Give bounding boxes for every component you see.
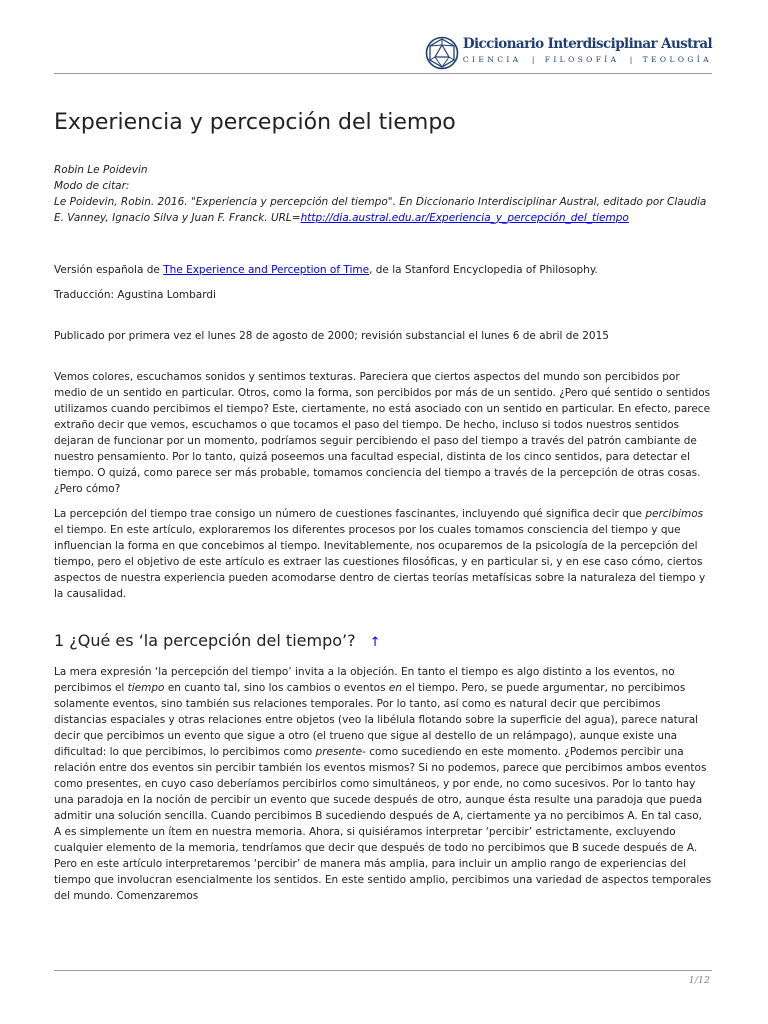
- text-segment: el tiempo. Pero, se puede argumentar, no percibimos solamente eventos, sino también sus relaciones temporales. Por lo tanto, así como es natural decir que percibimos distancias espaciales y otras relaciones entre objetos (veo la libélula flotando sobre la superficie del agua), parece natural decir que percibimos un evento que sigue a otro (el trueno que sigue al destello de un relámpago), aunque existe una dificultad: lo que percibimos, lo percibimos como: [54, 682, 699, 758]
- logo-sub-teologia: TEOLOGÍA: [642, 55, 712, 64]
- section-1-paragraph: [54, 664, 712, 904]
- header-divider: [54, 73, 712, 74]
- version-suffix: , de la Stanford Encyclopedia of Philosophy.: [369, 264, 598, 276]
- logo-sub-separator: |: [629, 55, 633, 64]
- emphasis: presente: [315, 746, 363, 758]
- logo-text: [463, 36, 712, 66]
- text-segment: - como sucediendo en este momento. ¿Podemos percibir una relación entre dos eventos sin percibir también los eventos mismos? Si no podemos, parece que percibimos ambos eventos como presentes, en cuyo caso deberíamos percibirlos como simultáneos, y por ende, no como sucesivos. Por lo tanto hay una paradoja en la noción de percibir un evento que sucede después de otro, aunque ésta resulte una paradoja que pueda admitir una solución sencilla. Cuando percibimos B sucediendo después de A, ciertamente ya no percibimos A. En tal caso, A es simplemente un ítem en nuestra memoria. Ahora, si quisiéramos interpretar ‘percibir’ estrictamente, excluyendo cualquier elemento de la memoria, tendríamos que decir que después de todo no percibimos que B sucede después de A. Pero en este artículo interpretaremos ‘percibir’ de manera más amplia, para incluir un amplio rango de experiencias del tiempo que involucran esencialmente los sentidos. En este sentido amplio, percibimos una variedad de aspectos temporales del mundo. Comenzaremos: [54, 746, 712, 902]
- publication-date: Publicado por primera vez el lunes 28 de agosto de 2000; revisión substancial el lunes 6 de abril de 2015: [54, 330, 609, 342]
- page-number: 1/12: [688, 975, 710, 986]
- text-segment: el tiempo. En este artículo, exploraremos los diferentes procesos por los cuales tomamos consciencia del tiempo y que influencian la forma en que concebimos al tiempo. Inevitablemente, nos ocuparemos de la psicología de la percepción del tiempo, pero el objetivo de este artículo es extraer las cuestiones filosóficas, y en particular si, y en ese caso cómo, ciertos aspectos de nuestra experiencia pueden acomodarse dentro de ciertas teorías metafísicas sobre la naturaleza del tiempo y la causalidad.: [54, 524, 706, 600]
- text-segment: La mera expresión ‘la percepción del tiempo’ invita a la objeción. En tanto el tiempo es algo distinto a los eventos, no percibimos el: [54, 666, 675, 694]
- logo-sub-ciencia: CIENCIA: [462, 55, 522, 64]
- intro-paragraph-2: [54, 506, 712, 602]
- article: [54, 106, 712, 904]
- page-title: Experiencia y percepción del tiempo: [54, 110, 456, 135]
- footer-divider: [54, 970, 712, 971]
- article-meta: [54, 162, 712, 226]
- back-to-top-link[interactable]: ↑: [369, 635, 381, 650]
- text-segment: La percepción del tiempo trae consigo un número de cuestiones fascinantes, incluyendo qué significa decir que: [54, 508, 646, 520]
- emphasis: percibimos: [645, 508, 704, 520]
- citation-text: Le Poidevin, Robin. 2016. "Experiencia y percepción del tiempo". En Diccionario Interdisciplinar Austral, editado por Claudia E. Vanney, Ignacio Silva y Juan F. Franck. URL=: [54, 196, 707, 224]
- page-header: [54, 34, 712, 74]
- intro-paragraph-1: Vemos colores, escuchamos sonidos y sentimos texturas. Pareciera que ciertos aspectos del mundo son percibidos por medio de un sentido en particular. Otros, como la forma, son percibidos por más de un sentido. ¿Pero qué sentido o sentidos utilizamos cuando percibimos el tiempo? Este, ciertamente, no está asociado con un sentido en particular. En efecto, parece extraño decir que vemos, escuchamos o que tocamos el paso del tiempo. De hecho, incluso si todos nuestros sentidos dejaran de funcionar por un momento, podríamos seguir percibiendo el paso del tiempo a través del patrón cambiante de nuestro pensamiento. Por lo tanto, quizá poseemos una facultad especial, distinta de los cinco sentidos, para detectar el tiempo. O quizá, como parece ser más probable, tomamos conciencia del tiempo a través de la percepción de otras cosas. ¿Pero cómo?: [54, 371, 711, 495]
- version-prefix: Versión española de: [54, 264, 164, 276]
- translation-credit: Traducción: Agustina Lombardi: [54, 289, 216, 301]
- logo-sub-separator: |: [531, 55, 535, 64]
- logo-subtitle: [463, 54, 712, 66]
- text-segment: en cuanto tal, sino los cambios o eventos: [164, 682, 389, 694]
- version-note: [54, 262, 712, 278]
- original-article-link[interactable]: The Experience and Perception of Time: [163, 264, 370, 276]
- logo-sub-filosofia: FILOSOFÍA: [544, 55, 620, 64]
- cite-label: Modo de citar:: [54, 180, 130, 192]
- site-logo[interactable]: [425, 36, 712, 70]
- section-title: 1 ¿Qué es ‘la percepción del tiempo’?: [54, 631, 356, 650]
- author: Robin Le Poidevin: [54, 164, 148, 176]
- section-heading-1: [54, 628, 712, 656]
- polyhedron-logo-icon: [425, 36, 459, 70]
- citation: [54, 194, 712, 226]
- citation-url-link[interactable]: http://dia.austral.edu.ar/Experiencia_y_percepción_del_tiempo: [300, 212, 629, 224]
- logo-title: Diccionario Interdisciplinar Austral: [462, 36, 712, 52]
- emphasis: en: [388, 682, 403, 694]
- emphasis: tiempo: [127, 682, 165, 694]
